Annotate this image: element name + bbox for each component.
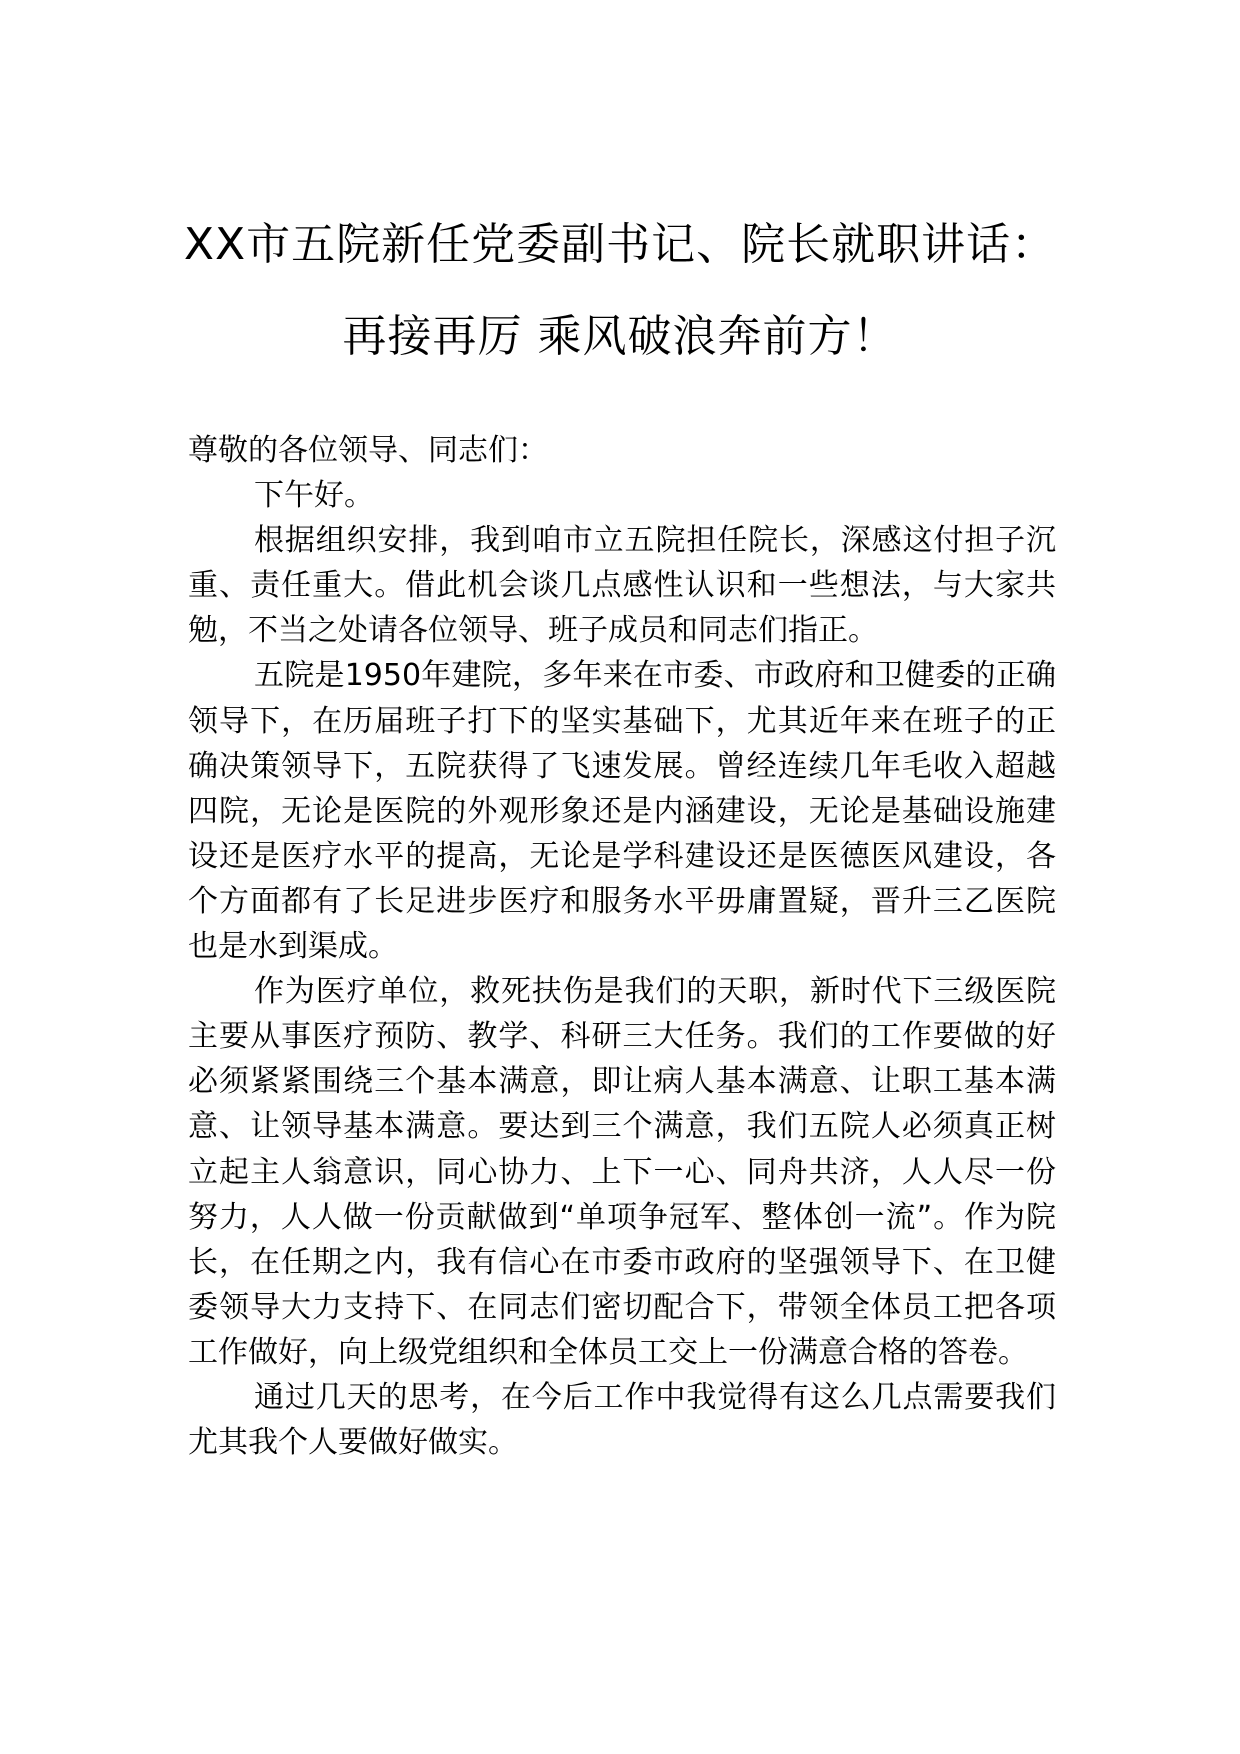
paragraph-appointment: 根据组织安排，我到咱市立五院担任院长，深感这付担子沉重、责任重大。借此机会谈几点感性认识和一些想法，与大家共勉，不当之处请各位领导、班子成员和同志们指正。 [188,523,1056,649]
document-title-line-1: XX市五院新任党委副书记、院长就职讲话： [183,219,1057,270]
paragraph-mission: 作为医疗单位，救死扶伤是我们的天职，新时代下三级医院主要从事医疗预防、教学、科研三大任务。我们的工作要做的好必须紧紧围绕三个基本满意，即让病人基本满意、让职工基本满意、让领导基本满意。要达到三个满意，我们五院人必须真正树立起主人翁意识，同心协力、上下一心、同舟共济，人人尽一份努力，人人做一份贡献做到“单项争冠军、整体创一流”。作为院长，在任期之内，我有信心在市委市政府的坚强领导下、在卫健委领导大力支持下、在同志们密切配合下，带领全体员工把各项工作做好，向上级党组织和全体员工交上一份满意合格的答卷。 [188,974,1056,1370]
document-body [188,428,1056,1465]
paragraph-hospital-history: 五院是1950年建院，多年来在市委、市政府和卫健委的正确领导下，在历届班子打下的坚实基础下，尤其近年来在班子的正确决策领导下，五院获得了飞速发展。曾经连续几年毛收入超越四院，无论是医院的外观形象还是内涵建设，无论是基础设施建设还是医疗水平的提高，无论是学科建设还是医德医风建设，各个方面都有了长足进步医疗和服务水平毋庸置疑，晋升三乙医院也是水到渠成。 [188,658,1056,965]
paragraph-greeting: 下午好。 [254,478,374,514]
salutation: 尊敬的各位领导、同志们： [188,433,548,468]
document-title-line-2: 再接再厉 乘风破浪奔前方！ [342,311,898,362]
paragraph-closing: 通过几天的思考，在今后工作中我觉得有这么几点需要我们尤其我个人要做好做实。 [188,1379,1056,1461]
